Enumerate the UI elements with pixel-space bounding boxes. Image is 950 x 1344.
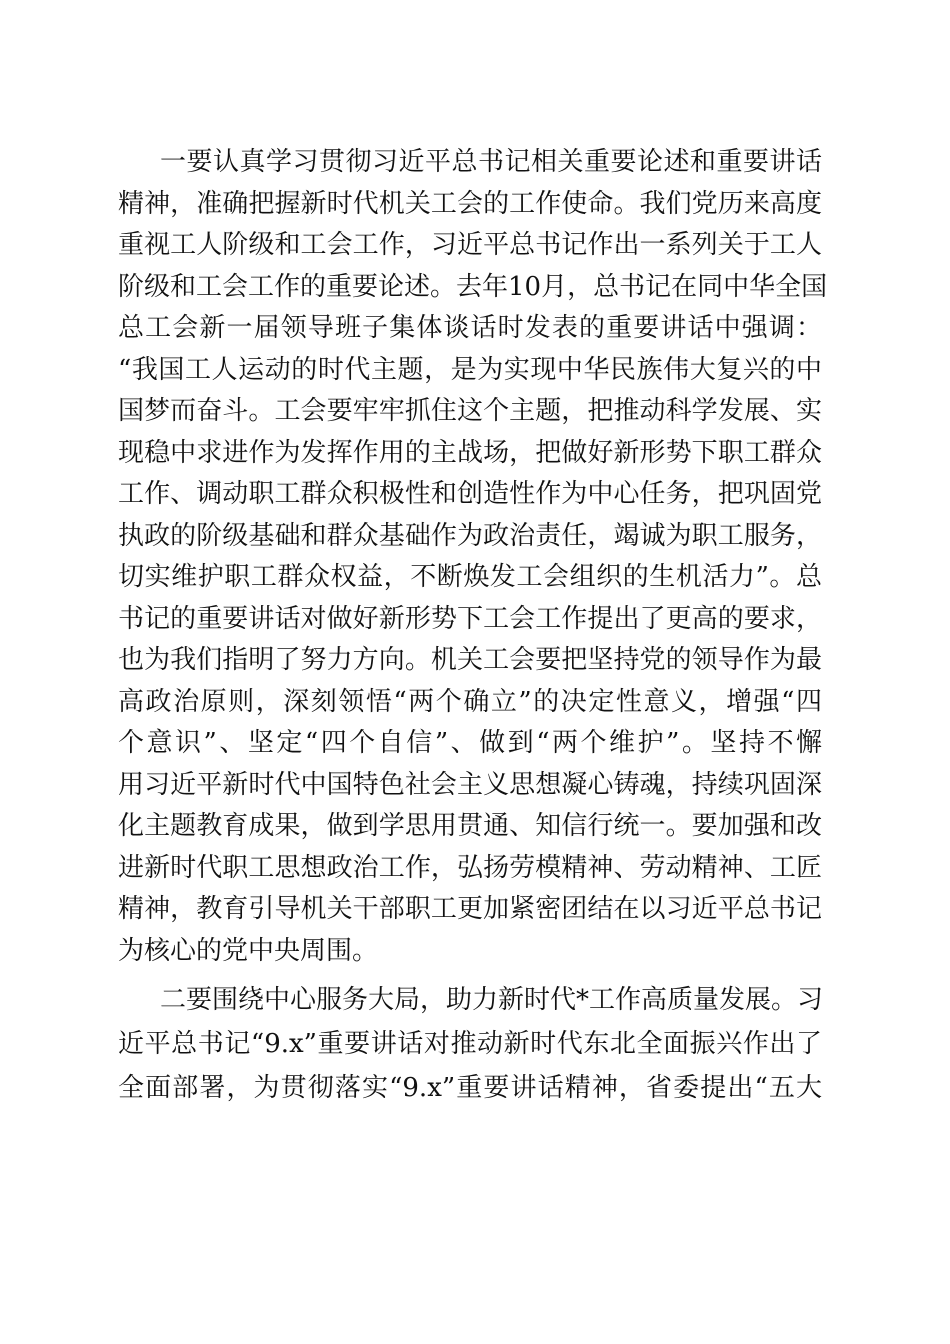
text-line: 国梦而奋斗。工会要牢牢抓住这个主题，把推动科学发展、实 [118,396,822,426]
text-line: 阶级和工会工作的重要论述。去年10月，总书记在同中华全国 [118,271,828,302]
text-line: 近平总书记“9.x”重要讲话对推动新时代东北全面振兴作出了 [118,1029,822,1059]
text-line: 一要认真学习贯彻习近平总书记相关重要论述和重要讲话 [160,147,822,177]
text-line: 个意识”、坚定“四个自信”、做到“两个维护”。坚持不懈 [118,728,822,758]
text-line: 切实维护职工群众权益，不断焕发工会组织的生机活力”。总 [118,562,822,592]
text-line: 全面部署，为贯彻落实“9.x”重要讲话精神，省委提出“五大 [118,1073,822,1103]
text-line: 重视工人阶级和工会工作，习近平总书记作出一系列关于工人 [118,230,822,260]
text-line: 高政治原则，深刻领悟“两个确立”的决定性意义，增强“四 [118,686,822,717]
text-line: 为核心的党中央周围。 [118,935,379,966]
text-line: 也为我们指明了努力方向。机关工会要把坚持党的领导作为最 [118,645,822,675]
text-line: 现稳中求进作为发挥作用的主战场，把做好新形势下职工群众 [118,437,822,468]
text-line: 化主题教育成果，做到学思用贯通、知信行统一。要加强和改 [118,811,822,841]
text-line: 精神，教育引导机关干部职工更加紧密团结在以习近平总书记 [118,894,822,924]
text-line: 工作、调动职工群众积极性和创造性作为中心任务，把巩固党 [118,479,822,509]
text-line: 书记的重要讲话对做好新形势下工会工作提出了更高的要求， [118,603,822,634]
text-line: 进新时代职工思想政治工作，弘扬劳模精神、劳动精神、工匠 [118,852,822,883]
text-line: 二要围绕中心服务大局，助力新时代*工作高质量发展。习 [160,985,824,1015]
text-line: 执政的阶级基础和群众基础作为政治责任，竭诚为职工服务， [118,520,822,551]
text-line: “我国工人运动的时代主题，是为实现中华民族伟大复兴的中 [118,354,822,385]
text-line: 用习近平新时代中国特色社会主义思想凝心铸魂，持续巩固深 [118,769,822,800]
text-line: 精神，准确把握新时代机关工会的工作使命。我们党历来高度 [118,188,822,219]
text-line: 总工会新一届领导班子集体谈话时发表的重要讲话中强调： [118,313,822,343]
